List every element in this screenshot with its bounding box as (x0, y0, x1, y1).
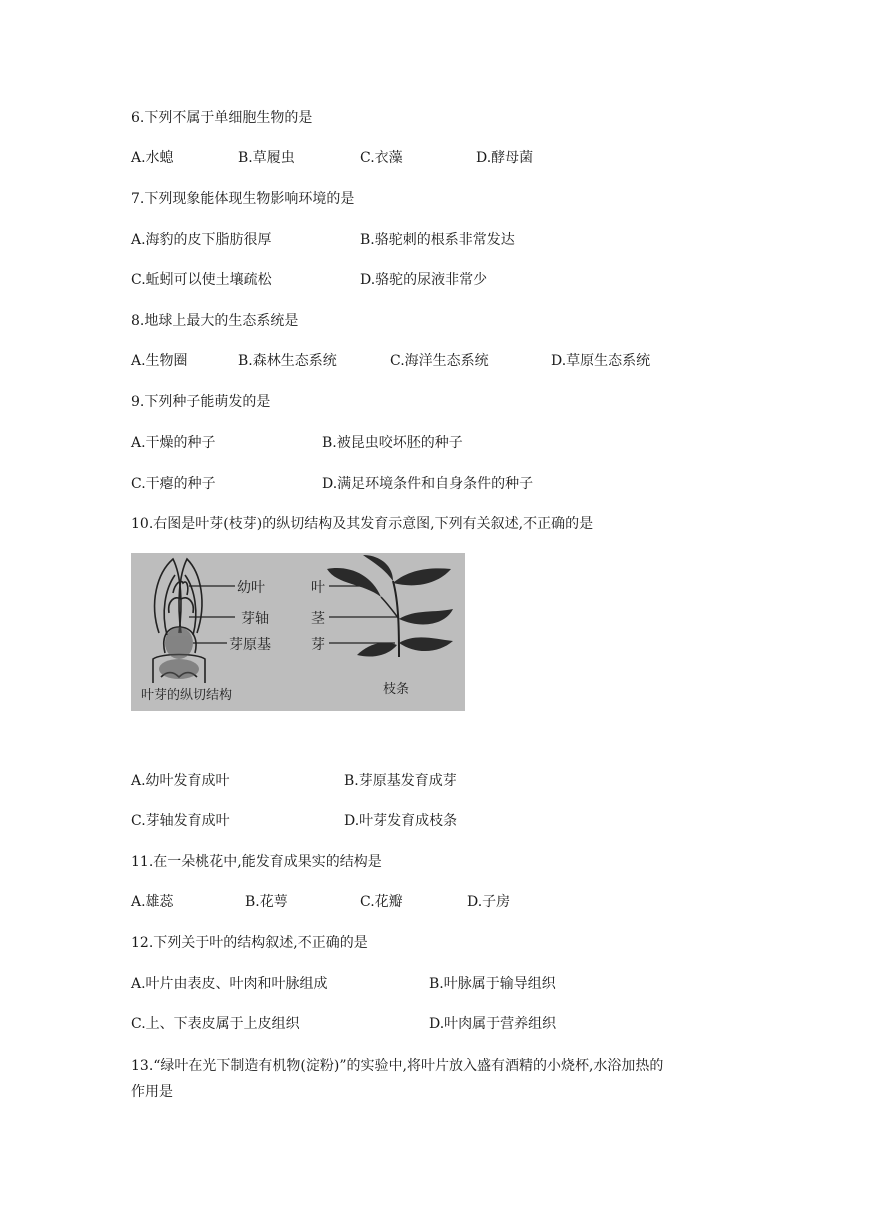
label-young-leaf: 幼叶 (237, 580, 265, 596)
question-13-stem-line-2: 作用是 (131, 1084, 173, 1100)
question-7-option-c: C.蚯蚓可以使土壤疏松 (131, 272, 272, 288)
question-11-option-c: C.花瓣 (360, 894, 403, 910)
question-10-stem: 10.右图是叶芽(枝芽)的纵切结构及其发育示意图,下列有关叙述,不正确的是 (131, 516, 594, 532)
question-7-option-a: A.海豹的皮下脂肪很厚 (131, 232, 272, 248)
question-11-option-b: B.花萼 (245, 894, 288, 910)
question-10-option-d: D.叶芽发育成枝条 (344, 813, 458, 829)
question-12-stem: 12.下列关于叶的结构叙述,不正确的是 (131, 935, 368, 951)
question-12-option-c: C.上、下表皮属于上皮组织 (131, 1016, 300, 1032)
question-13-stem-line-1: 13.“绿叶在光下制造有机物(淀粉)”的实验中,将叶片放入盛有酒精的小烧杯,水浴加热的 (131, 1058, 664, 1074)
question-6-option-b: B.草履虫 (238, 150, 295, 166)
question-7-stem: 7.下列现象能体现生物影响环境的是 (131, 191, 355, 207)
label-bud-primordium: 芽原基 (229, 637, 271, 653)
twig-drawing (327, 555, 453, 657)
question-11-option-a: A.雄蕊 (131, 894, 174, 910)
label-stem: 茎 (311, 611, 325, 627)
question-6-option-a: A.水螅 (131, 150, 174, 166)
caption-leaf-bud-section: 叶芽的纵切结构 (141, 688, 233, 703)
question-6-option-d: D.酵母菌 (476, 150, 534, 166)
question-12-option-d: D.叶肉属于营养组织 (429, 1016, 557, 1032)
question-6-stem: 6.下列不属于单细胞生物的是 (131, 110, 313, 126)
question-7-option-b: B.骆驼刺的根系非常发达 (360, 232, 515, 248)
question-8-option-d: D.草原生态系统 (551, 353, 651, 369)
label-bud: 芽 (311, 637, 325, 653)
question-12-option-b: B.叶脉属于输导组织 (429, 976, 556, 992)
question-8-option-a: A.生物圈 (131, 353, 188, 369)
question-7-option-d: D.骆驼的尿液非常少 (360, 272, 488, 288)
question-9-option-d: D.满足环境条件和自身条件的种子 (322, 476, 534, 492)
question-10-option-b: B.芽原基发育成芽 (344, 773, 457, 789)
question-9-stem: 9.下列种子能萌发的是 (131, 394, 271, 410)
question-8-option-c: C.海洋生态系统 (390, 353, 489, 369)
leaf-bud-figure (131, 553, 465, 711)
caption-twig: 枝条 (383, 682, 410, 697)
question-8-stem: 8.地球上最大的生态系统是 (131, 313, 299, 329)
question-9-option-b: B.被昆虫咬坏胚的种子 (322, 435, 463, 451)
label-bud-axis: 芽轴 (241, 611, 269, 627)
question-8-option-b: B.森林生态系统 (238, 353, 337, 369)
question-10-option-a: A.幼叶发育成叶 (131, 773, 230, 789)
question-11-stem: 11.在一朵桃花中,能发育成果实的结构是 (131, 854, 382, 870)
question-9-option-c: C.干瘪的种子 (131, 476, 216, 492)
question-10-option-c: C.芽轴发育成叶 (131, 813, 230, 829)
label-leaf: 叶 (311, 580, 325, 596)
question-11-option-d: D.子房 (467, 894, 511, 910)
leaf-bud-diagram (131, 553, 465, 711)
question-6-option-c: C.衣藻 (360, 150, 403, 166)
question-12-option-a: A.叶片由表皮、叶肉和叶脉组成 (131, 976, 328, 992)
question-9-option-a: A.干燥的种子 (131, 435, 216, 451)
